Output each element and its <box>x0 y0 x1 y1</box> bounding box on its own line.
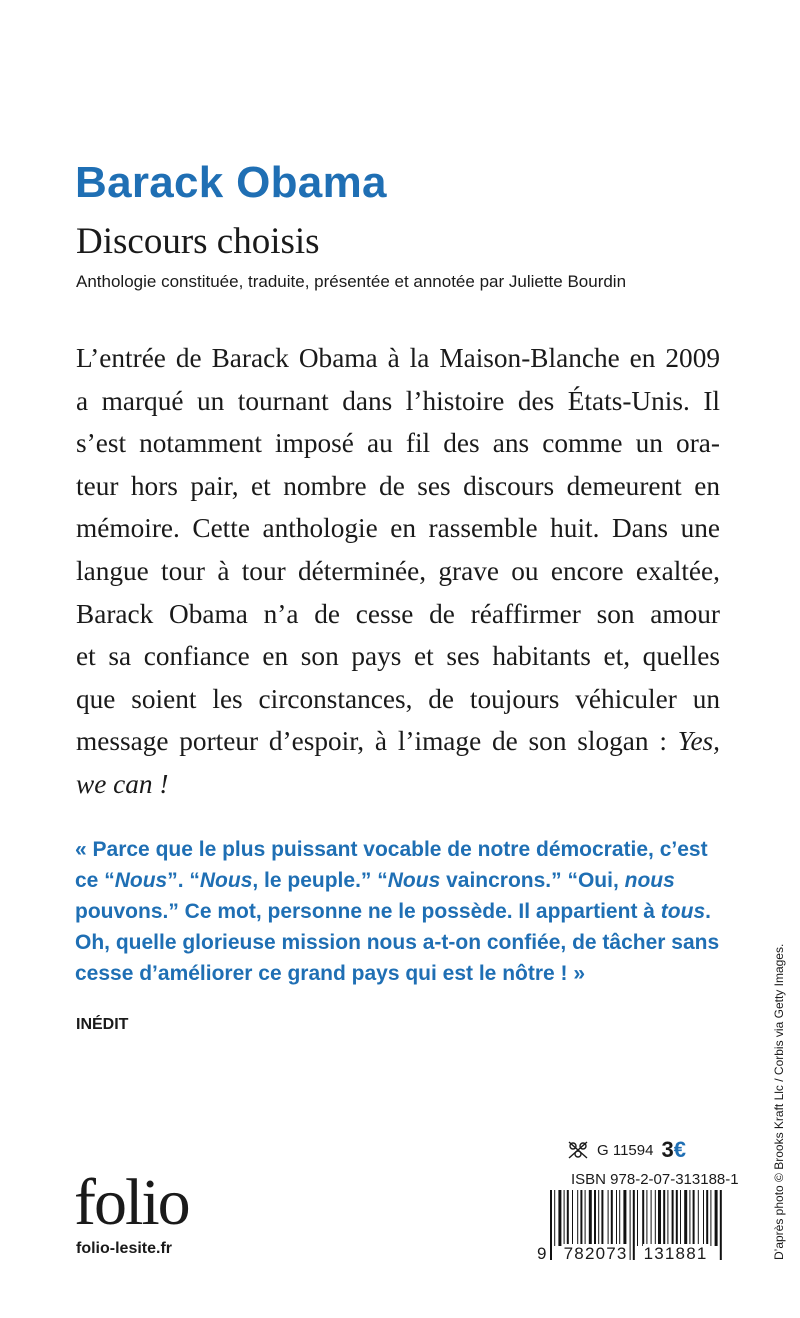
blurb-line: mémoire. Cette anthologie en rassemble huit. Dans une <box>76 513 720 544</box>
quote-emphasis: Nous <box>199 869 253 892</box>
book-title: Discours choisis <box>76 221 320 262</box>
publisher-emblem-icon <box>567 1141 589 1159</box>
quote-fragment: pouvons.” Ce mot, personne ne le possède. Il appartient à <box>75 900 661 923</box>
blurb-line: que soient les circonstances, de toujours véhiculer un <box>76 683 720 714</box>
quote-fragment: vaincrons.” “Oui, <box>440 869 625 892</box>
quote-line: cesse d’améliorer ce grand pays qui est le nôtre ! » <box>75 962 586 985</box>
back-cover-blurb <box>76 337 720 806</box>
price-code: G 11594 <box>597 1141 654 1159</box>
photo-credit: D’après photo © Brooks Kraft Llc / Corbis via Getty Images. <box>772 943 786 1260</box>
blurb-line <box>76 720 720 763</box>
barcode-digit-group: 9 <box>537 1244 548 1263</box>
editor-credit: Anthologie constituée, traduite, présentée et annotée par Juliette Bourdin <box>76 272 627 291</box>
author-name: Barack Obama <box>75 158 387 207</box>
currency-symbol: € <box>673 1137 686 1162</box>
quote-fragment: , le peuple.” “ <box>252 869 388 892</box>
blurb-line: a marqué un tournant dans l’histoire des États-Unis. Il <box>76 385 720 416</box>
blurb-line: et sa confiance en son pays et ses habitants et, quelles <box>76 641 720 672</box>
barcode-digit-group: 782073 <box>563 1244 628 1263</box>
blurb-line: Barack Obama n’a de cesse de réaffirmer son amour <box>76 598 720 629</box>
quote-fragment: . <box>705 900 711 923</box>
quote-emphasis: nous <box>624 869 675 892</box>
unpublished-label: INÉDIT <box>76 1016 129 1033</box>
pull-quote <box>75 834 725 989</box>
quote-emphasis: Nous <box>114 869 168 892</box>
blurb-line: teur hors pair, et nombre de ses discours demeurent en <box>76 470 720 501</box>
barcode-digit-group: 131881 <box>643 1244 708 1263</box>
slogan-text: we can ! <box>76 768 169 799</box>
quote-line: « Parce que le plus puissant vocable de notre démocratie, c’est <box>75 838 708 861</box>
blurb-line: langue tour à tour déterminée, grave ou encore exaltée, <box>76 555 720 586</box>
price-value: 3 <box>661 1137 674 1162</box>
price <box>661 1137 686 1163</box>
isbn: ISBN 978-2-07-313188-1 <box>571 1171 739 1188</box>
quote-line <box>75 865 725 896</box>
folio-logo: folio <box>74 1166 189 1239</box>
quote-fragment: ce “ <box>75 869 115 892</box>
quote-emphasis: Nous <box>387 869 441 892</box>
barcode-digits <box>536 1244 726 1264</box>
blurb-text: message porteur d’espoir, à l’image de son slogan : <box>76 726 667 757</box>
website-link[interactable]: folio-lesite.fr <box>76 1240 173 1257</box>
blurb-line: L’entrée de Barack Obama à la Maison-Blanche en 2009 <box>76 343 720 373</box>
slogan-text: Yes, <box>677 726 721 757</box>
quote-emphasis: tous <box>660 900 706 923</box>
quote-fragment: ”. “ <box>167 869 200 892</box>
blurb-line <box>76 763 720 806</box>
quote-line <box>75 896 725 927</box>
price-row <box>567 1137 686 1163</box>
quote-line: Oh, quelle glorieuse mission nous a-t-on confiée, de tâcher sans <box>75 931 720 954</box>
blurb-line: s’est notamment imposé au fil des ans comme un ora- <box>76 428 720 459</box>
